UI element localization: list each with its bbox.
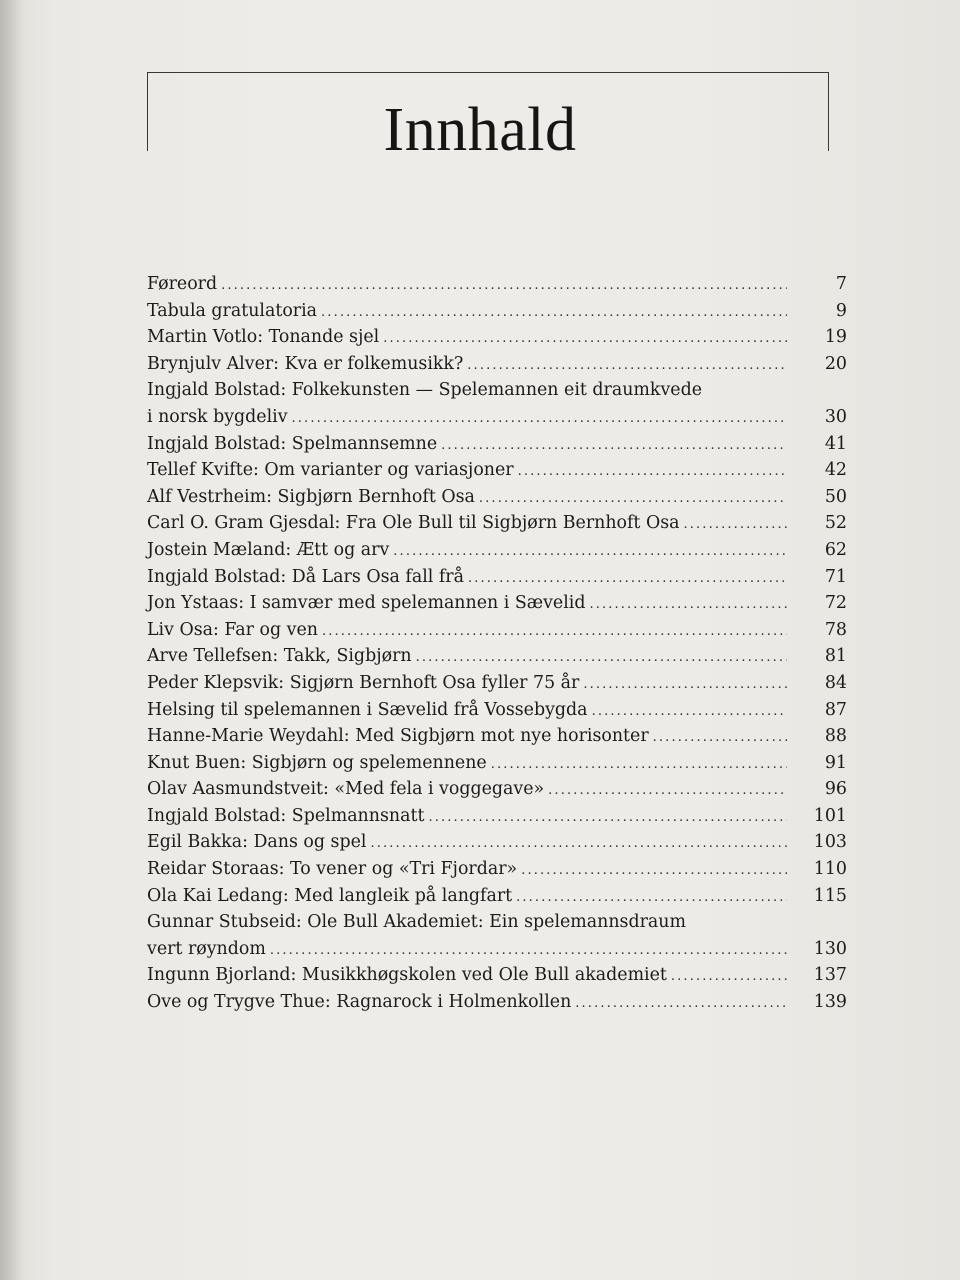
toc-entry-title: Ove og Trygve Thue: Ragnarock i Holmenkollen: [147, 992, 572, 1013]
toc-entry-title: Brynjulv Alver: Kva er folkemusikk?: [147, 353, 464, 374]
toc-entry-title: Arve Tellefsen: Takk, Sigbjørn: [147, 646, 412, 667]
table-of-contents: [147, 271, 847, 1016]
toc-page-number: 30: [824, 406, 847, 427]
toc-entry-title: i norsk bygdeliv: [147, 406, 288, 427]
toc-entry-title: Ingjald Bolstad: Folkekunsten — Spelemannen eit draumkvede: [147, 380, 702, 401]
toc-entry: [147, 324, 847, 351]
toc-entry: [147, 989, 847, 1016]
toc-page-number: 139: [813, 992, 847, 1013]
toc-entry: [147, 298, 847, 325]
toc-entry-title: Helsing til spelemannen i Sævelid frå Vossebygda: [147, 699, 588, 720]
toc-entry-title: Alf Vestrheim: Sigbjørn Bernhoft Osa: [147, 486, 475, 507]
dot-leader: [221, 273, 787, 300]
toc-page-number: 84: [824, 672, 847, 693]
toc-entry: [147, 936, 847, 963]
dot-leader: [583, 672, 787, 699]
toc-entry-title: Ingunn Bjorland: Musikkhøgskolen ved Ole Bull akademiet: [147, 965, 667, 986]
toc-entry-first-line: [147, 377, 847, 404]
toc-entry: [147, 617, 847, 644]
toc-entry-title: Carl O. Gram Gjesdal: Fra Ole Bull til Sigbjørn Bernhoft Osa: [147, 513, 680, 534]
toc-entry-title: Martin Votlo: Tonande sjel: [147, 327, 380, 348]
toc-page-number: 88: [824, 726, 847, 747]
dot-leader: [383, 326, 787, 353]
toc-page-number: 91: [824, 752, 847, 773]
toc-entry: [147, 856, 847, 883]
toc-entry-title: Hanne-Marie Weydahl: Med Sigbjørn mot nye horisonter: [147, 726, 649, 747]
toc-page-number: 137: [813, 965, 847, 986]
dot-leader: [653, 725, 787, 752]
toc-entry: [147, 670, 847, 697]
toc-entry: [147, 431, 847, 458]
toc-page-number: 130: [813, 938, 847, 959]
dot-leader: [684, 512, 787, 539]
toc-entry: [147, 271, 847, 298]
toc-page-number: 87: [824, 699, 847, 720]
toc-page-number: 81: [824, 646, 847, 667]
dot-leader: [479, 486, 787, 513]
toc-entry-title: Føreord: [147, 274, 218, 294]
dot-leader: [322, 619, 787, 646]
dot-leader: [548, 778, 787, 805]
page-title: Innhald: [383, 96, 577, 164]
toc-entry-title: Tellef Kvifte: Om varianter og variasjoner: [147, 460, 514, 481]
dot-leader: [518, 459, 787, 486]
toc-entry: [147, 883, 847, 910]
dot-leader: [589, 592, 787, 619]
toc-entry-title: vert røyndom: [147, 938, 266, 959]
toc-entry-title: Peder Klepsvik: Sigjørn Bernhoft Osa fyller 75 år: [147, 672, 580, 693]
toc-entry-title: Olav Aasmundstveit: «Med fela i voggegave»: [147, 779, 545, 800]
toc-entry: [147, 351, 847, 378]
toc-entry: [147, 510, 847, 537]
toc-entry-title: Jon Ystaas: I samvær med spelemannen i Sævelid: [147, 593, 586, 614]
toc-entry: [147, 457, 847, 484]
toc-page-number: 41: [824, 433, 847, 454]
toc-entry-title: Ola Kai Ledang: Med langleik på langfart: [147, 885, 513, 906]
dot-leader: [393, 539, 787, 566]
toc-entry: [147, 590, 847, 617]
toc-entry: [147, 484, 847, 511]
toc-entry-title: Knut Buen: Sigbjørn og spelemennene: [147, 752, 487, 773]
toc-entry-title: Ingjald Bolstad: Spelmannsnatt: [147, 805, 425, 826]
toc-entry-title: Egil Bakka: Dans og spel: [147, 832, 367, 853]
toc-entry: [147, 829, 847, 856]
toc-entry-title: Liv Osa: Far og ven: [147, 619, 318, 640]
dot-leader: [467, 353, 787, 380]
dot-leader: [671, 964, 787, 991]
dot-leader: [575, 991, 787, 1018]
toc-page-number: 42: [824, 460, 847, 481]
dot-leader: [441, 433, 787, 460]
toc-page-number: 96: [824, 779, 847, 800]
dot-leader: [270, 938, 787, 965]
dot-leader: [428, 805, 787, 832]
toc-entry: [147, 564, 847, 591]
toc-page-number: 20: [824, 353, 847, 374]
toc-page-number: 72: [824, 593, 847, 614]
toc-entry: [147, 723, 847, 750]
toc-entry-first-line: [147, 909, 847, 936]
dot-leader: [416, 645, 787, 672]
toc-entry: [147, 537, 847, 564]
toc-entry-title: Tabula gratulatoria: [147, 300, 318, 321]
toc-entry-title: Reidar Storaas: To vener og «Tri Fjordar»: [147, 859, 518, 880]
toc-page-number: 78: [824, 619, 847, 640]
toc-page-number: 52: [824, 513, 847, 534]
toc-entry: [147, 697, 847, 724]
dot-leader: [292, 406, 787, 433]
toc-page-number: 101: [813, 805, 847, 826]
toc-entry: [147, 404, 847, 431]
book-gutter-shadow: [0, 0, 26, 1280]
toc-entry-title: Ingjald Bolstad: Spelmannsemne: [147, 433, 438, 454]
toc-page-number: 110: [813, 859, 847, 880]
toc-entry: [147, 750, 847, 777]
toc-entry-title: Gunnar Stubseid: Ole Bull Akademiet: Ein spelemannsdraum: [147, 912, 686, 933]
toc-entry: [147, 803, 847, 830]
toc-entry-title: Ingjald Bolstad: Då Lars Osa fall frå: [147, 566, 464, 587]
toc-page-number: 103: [813, 832, 847, 853]
dot-leader: [592, 699, 787, 726]
dot-leader: [321, 300, 787, 327]
toc-page-number: 62: [824, 539, 847, 560]
toc-page-number: 71: [824, 566, 847, 587]
toc-page-number: 9: [835, 300, 847, 321]
dot-leader: [491, 752, 787, 779]
toc-entry-title: Jostein Mæland: Ætt og arv: [147, 539, 390, 560]
toc-entry: [147, 643, 847, 670]
toc-page-number: 7: [835, 274, 847, 294]
toc-entry: [147, 962, 847, 989]
dot-leader: [468, 566, 787, 593]
toc-page-number: 50: [824, 486, 847, 507]
dot-leader: [370, 831, 787, 858]
dot-leader: [521, 858, 787, 885]
dot-leader: [516, 885, 787, 912]
toc-entry: [147, 776, 847, 803]
toc-page-number: 115: [813, 885, 847, 906]
toc-page-number: 19: [824, 327, 847, 348]
